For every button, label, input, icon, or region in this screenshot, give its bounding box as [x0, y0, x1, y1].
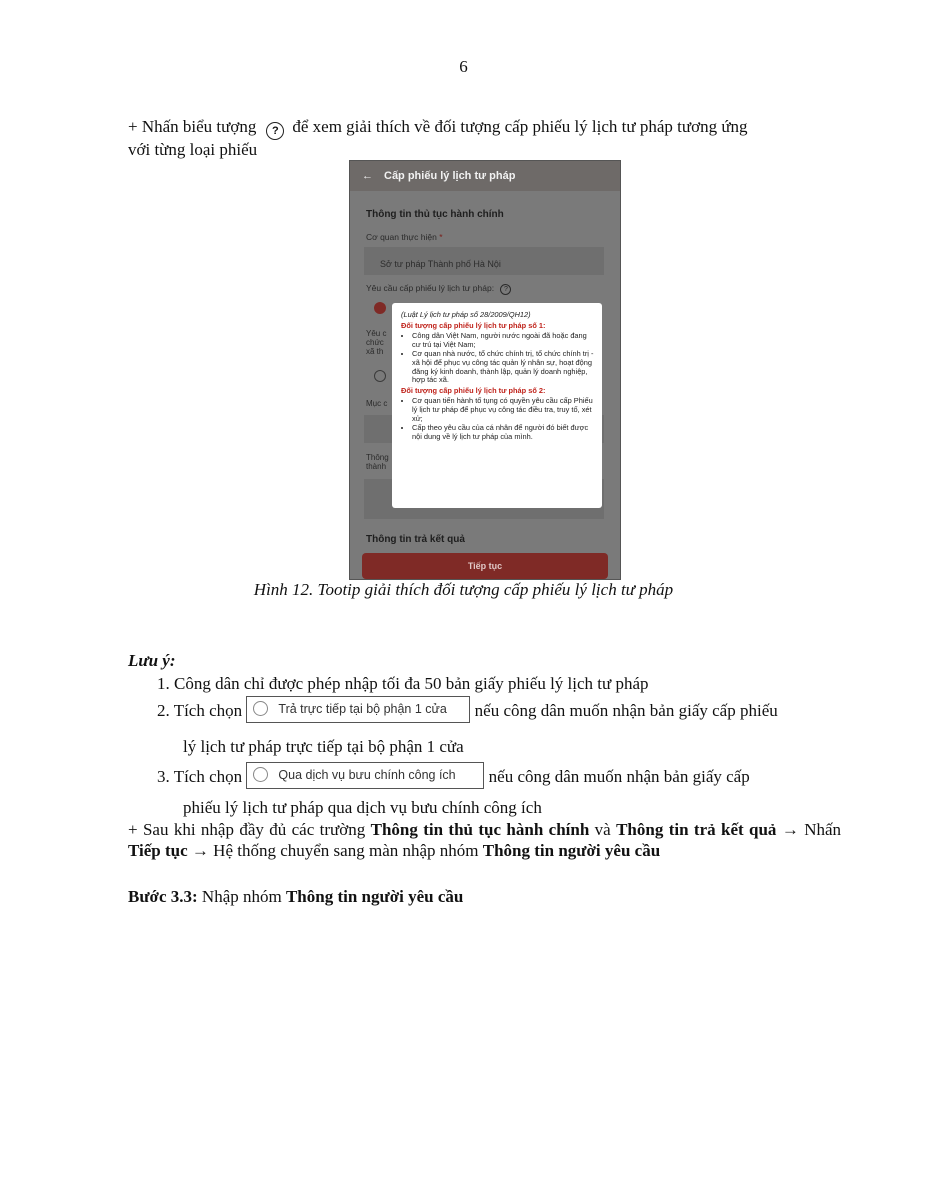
- required-mark: *: [439, 232, 443, 242]
- partial-label-5: Thông: [366, 453, 389, 462]
- direct-pickup-option: Trả trực tiếp tại bộ phận 1 cửa: [246, 696, 470, 723]
- note-title: Lưu ý:: [128, 651, 176, 670]
- note-item-2: [157, 696, 847, 723]
- help-circle-icon: ?: [266, 122, 284, 140]
- tooltip-item: • Cơ quan tiến hành tố tụng có quyền yêu cầu cấp Phiếu lý lịch tư pháp để phục vụ công tác điều tra, truy tố, xét xử;: [412, 397, 594, 423]
- note-item-2-suffix: nếu công dân muốn nhận bản giấy cấp phiếu: [474, 701, 778, 720]
- tooltip-item: • Công dân Việt Nam, người nước ngoài đã hoặc đang cư trú tại Việt Nam;: [412, 332, 594, 349]
- postal-service-option: Qua dịch vụ bưu chính công ích: [246, 762, 484, 789]
- partial-label-6: thành: [366, 462, 387, 471]
- partial-label-2: chức: [366, 338, 384, 347]
- continue-button[interactable]: Tiếp tục: [362, 553, 608, 579]
- tooltip-item: • Cấp theo yêu cầu của cá nhân để người đó biết được nội dung về lý lịch tư pháp của mình.: [412, 424, 594, 441]
- intro-line-2: với từng loại phiếu: [128, 140, 258, 159]
- note-item-3: [157, 762, 847, 789]
- note-item-3-line-2: phiếu lý lịch tư pháp qua dịch vụ bưu chính công ích: [183, 798, 542, 817]
- phone-screenshot: [349, 160, 621, 580]
- step-line: Bước 3.3: Nhập nhóm Thông tin người yêu cầu: [128, 887, 464, 906]
- note-item-2-prefix: 2. Tích chọn: [157, 701, 243, 720]
- radio-unselected[interactable]: [374, 370, 386, 382]
- tooltip-heading-1: Đối tượng cấp phiếu lý lịch tư pháp số 1:: [401, 320, 546, 330]
- back-arrow-icon[interactable]: ←: [362, 170, 373, 182]
- page-number: 6: [459, 57, 468, 76]
- app-header-title: Cấp phiếu lý lịch tư pháp: [384, 170, 516, 182]
- tooltip-item: • Cơ quan nhà nước, tổ chức chính trị, tổ chức chính trị - xã hội để phục vụ công tác quản lý nhân sự, hoạt động đăng ký kinh doanh, thành lập, quản lý doanh nghiệp, hợp tác xã.: [412, 350, 594, 384]
- section-admin-info: Thông tin thủ tục hành chính: [366, 209, 504, 220]
- note-item-1: 1. Công dân chỉ được phép nhập tối đa 50 bản giấy phiếu lý lịch tư pháp: [157, 674, 649, 693]
- tooltip-list-2: [401, 397, 594, 441]
- tooltip-popup: [392, 303, 602, 508]
- note-item-3-prefix: 3. Tích chọn: [157, 767, 243, 786]
- figure-caption: Hình 12. Tootip giải thích đối tượng cấp phiếu lý lịch tư pháp: [253, 580, 674, 599]
- request-label: Yêu cầu cấp phiếu lý lịch tư pháp: ?: [366, 283, 511, 295]
- tooltip-list-1: [401, 332, 594, 385]
- agency-label: Cơ quan thực hiện *: [366, 232, 443, 242]
- tooltip-heading-2: Đối tượng cấp phiếu lý lịch tư pháp số 2:: [401, 385, 546, 395]
- agency-value: Sở tư pháp Thành phố Hà Nội: [380, 259, 501, 269]
- request-help-icon: ?: [500, 284, 511, 295]
- app-header: [350, 161, 620, 191]
- radio-circle-icon: [253, 701, 268, 716]
- partial-label-4: Mục c: [366, 399, 388, 408]
- partial-label-1: Yêu c: [366, 329, 387, 338]
- radio-selected[interactable]: [374, 302, 386, 314]
- after-paragraph: + Sau khi nhập đầy đủ các trường Thông tin thủ tục hành chính và Thông tin trả kết quả → Nhấn Tiếp tục → Hệ thống chuyển sang màn nhập nhóm Thông tin người yêu cầu: [128, 820, 842, 860]
- step-label: Bước 3.3:: [128, 887, 198, 906]
- radio-circle-icon: [253, 767, 268, 782]
- partial-label-3: xã th: [366, 347, 384, 356]
- note-item-3-suffix: nếu công dân muốn nhận bản giấy cấp: [488, 767, 750, 786]
- intro-prefix: + Nhấn biểu tượng: [128, 117, 257, 136]
- note-item-2-line-2: lý lịch tư pháp trực tiếp tại bộ phận 1 cửa: [183, 737, 464, 756]
- intro-suffix: để xem giải thích về đối tượng cấp phiếu lý lịch tư pháp tương ứng: [292, 117, 748, 136]
- intro-paragraph: [128, 116, 848, 140]
- tooltip-law: (Luật Lý lịch tư pháp số 28/2009/QH12): [401, 310, 531, 319]
- section-result-info: Thông tin trả kết quả: [366, 534, 465, 545]
